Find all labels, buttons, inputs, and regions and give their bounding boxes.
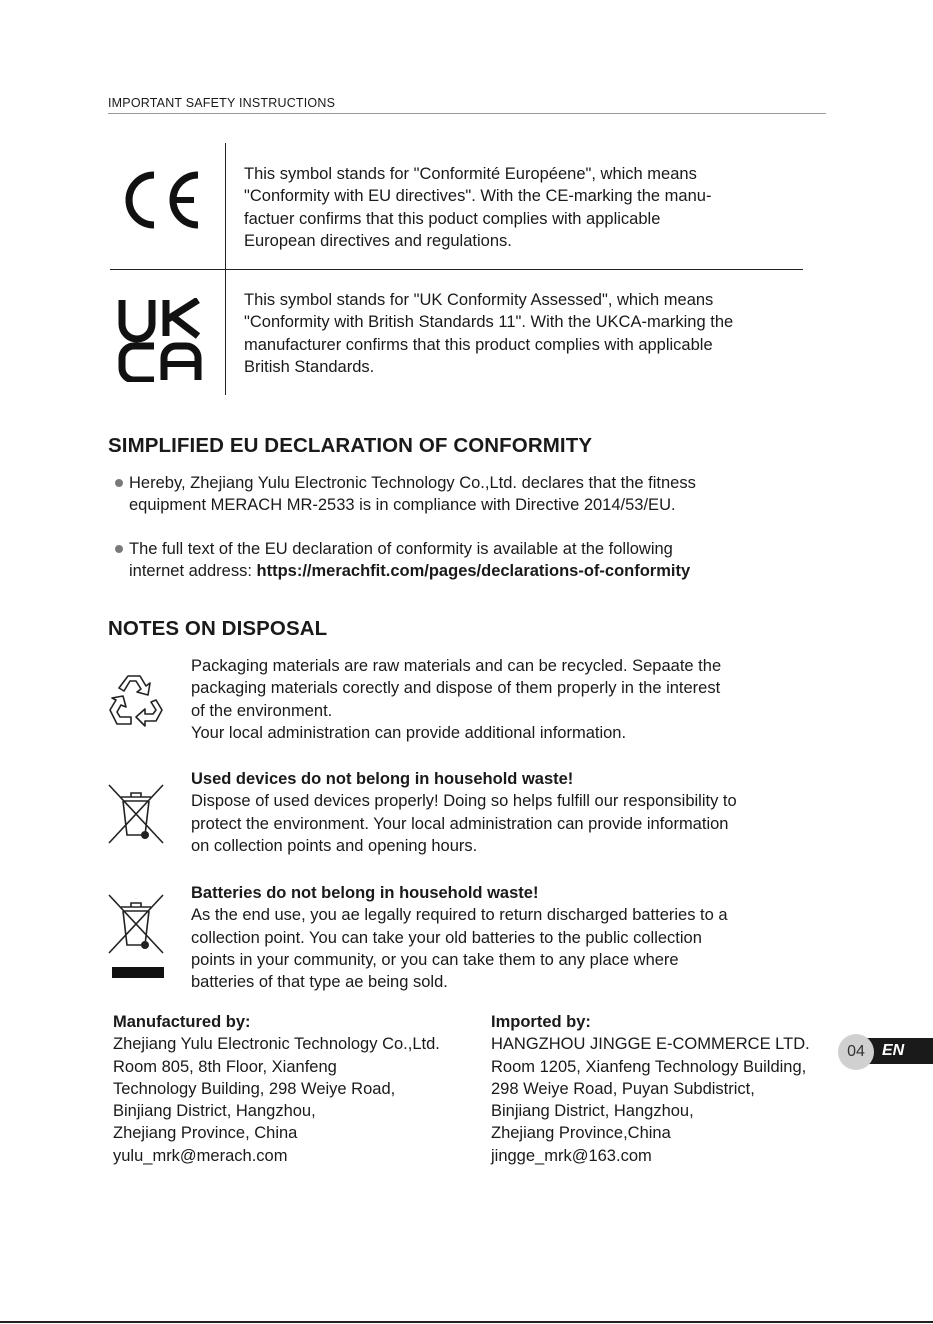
text-line: Your local administration can provide additional information. — [191, 723, 627, 742]
text-line: on collection points and opening hours. — [191, 836, 478, 855]
text-line: British Standards. — [244, 357, 375, 376]
declaration-heading: SIMPLIFIED EU DECLARATION OF CONFORMITY — [108, 434, 593, 457]
text-line: Technology Building, 298 Weiye Road, — [113, 1079, 396, 1098]
bottom-edge-line — [0, 1321, 933, 1323]
text-line: Binjiang District, Hangzhou, — [113, 1102, 316, 1121]
text-line: HANGZHOU JINGGE E-COMMERCE LTD. — [491, 1035, 810, 1054]
text-line: manufacturer confirms that this product complies with applicable — [244, 335, 713, 354]
declaration-link[interactable]: https://merachfit.com/pages/declarations-of-conformity — [256, 562, 691, 581]
text-line: equipment MERACH MR-2533 is in compliance with Directive 2014/53/EU. — [129, 496, 676, 515]
text-line: As the end use, you ae legally required to return discharged batteries to a — [191, 906, 728, 925]
ce-mark-icon — [118, 168, 204, 232]
text-line: European directives and regulations. — [244, 231, 512, 250]
declaration-bullet-2 — [112, 538, 832, 583]
text-line: "Conformity with EU directives". With the CE-marking the manu- — [244, 187, 712, 206]
disposal-devices-title: Used devices do not belong in household waste! — [191, 770, 574, 788]
manufacturer-block — [113, 1011, 483, 1167]
disposal-batteries-title: Batteries do not belong in household waste! — [191, 884, 539, 902]
header-divider — [108, 113, 826, 114]
symbol-table-horizontal-divider — [110, 269, 803, 270]
text-line: collection point. You can take your old batteries to the public collection — [191, 928, 702, 947]
manufacturer-email: yulu_mrk@merach.com — [113, 1146, 288, 1165]
text-line: Zhejiang Yulu Electronic Technology Co.,Ltd. — [113, 1035, 440, 1054]
text-line: Hereby, Zhejiang Yulu Electronic Technology Co.,Ltd. declares that the fitness — [129, 474, 696, 492]
text-line: Dispose of used devices properly! Doing so helps fulfill our responsibility to — [191, 792, 737, 811]
text-line: Packaging materials are raw materials and can be recycled. Sepaate the — [191, 657, 722, 675]
disposal-devices-text — [191, 768, 851, 857]
language-tab: EN — [862, 1038, 933, 1064]
disposal-heading: NOTES ON DISPOSAL — [108, 617, 328, 640]
text-line: This symbol stands for "Conformité Européene", which means — [244, 165, 697, 183]
crossed-out-bin-icon — [107, 783, 165, 845]
text-line: 298 Weiye Road, Puyan Subdistrict, — [491, 1079, 755, 1098]
text-line: internet address: — [129, 562, 257, 581]
text-line: batteries of that type ae being sold. — [191, 973, 448, 992]
text-line: packaging materials corectly and dispose of them properly in the interest — [191, 679, 721, 698]
ukca-description — [244, 289, 834, 378]
text-line: protect the environment. Your local administration can provide information — [191, 814, 729, 833]
importer-title: Imported by: — [491, 1013, 591, 1031]
page-header-title: IMPORTANT SAFETY INSTRUCTIONS — [108, 96, 336, 110]
text-line: factuer confirms that this poduct complies with applicable — [244, 209, 661, 228]
text-line: Zhejiang Province, China — [113, 1124, 298, 1143]
text-line: points in your community, or you can take them to any place where — [191, 950, 679, 969]
importer-email: jingge_mrk@163.com — [491, 1146, 652, 1165]
text-line: Room 805, 8th Floor, Xianfeng — [113, 1057, 337, 1076]
manufacturer-title: Manufactured by: — [113, 1013, 251, 1031]
text-line: The full text of the EU declaration of conformity is available at the following — [129, 540, 673, 558]
declaration-bullet-1 — [112, 472, 832, 517]
bullet-dot — [115, 545, 123, 553]
bullet-dot — [115, 479, 123, 487]
crossed-out-bin-battery-icon — [107, 893, 165, 979]
disposal-batteries-text — [191, 882, 851, 993]
importer-block — [491, 1011, 841, 1167]
disposal-packaging-text — [191, 655, 851, 744]
text-line: Room 1205, Xianfeng Technology Building, — [491, 1057, 807, 1076]
text-line: This symbol stands for "UK Conformity Assessed", which means — [244, 291, 714, 309]
text-line: of the environment. — [191, 701, 333, 720]
ukca-mark-icon — [118, 298, 202, 382]
page-number-badge: 04 — [838, 1034, 874, 1070]
text-line: "Conformity with British Standards 11". With the UKCA-marking the — [244, 313, 734, 332]
recycle-icon — [106, 670, 166, 730]
ce-description — [244, 163, 834, 252]
text-line: Binjiang District, Hangzhou, — [491, 1102, 694, 1121]
text-line: Zhejiang Province,China — [491, 1124, 671, 1143]
